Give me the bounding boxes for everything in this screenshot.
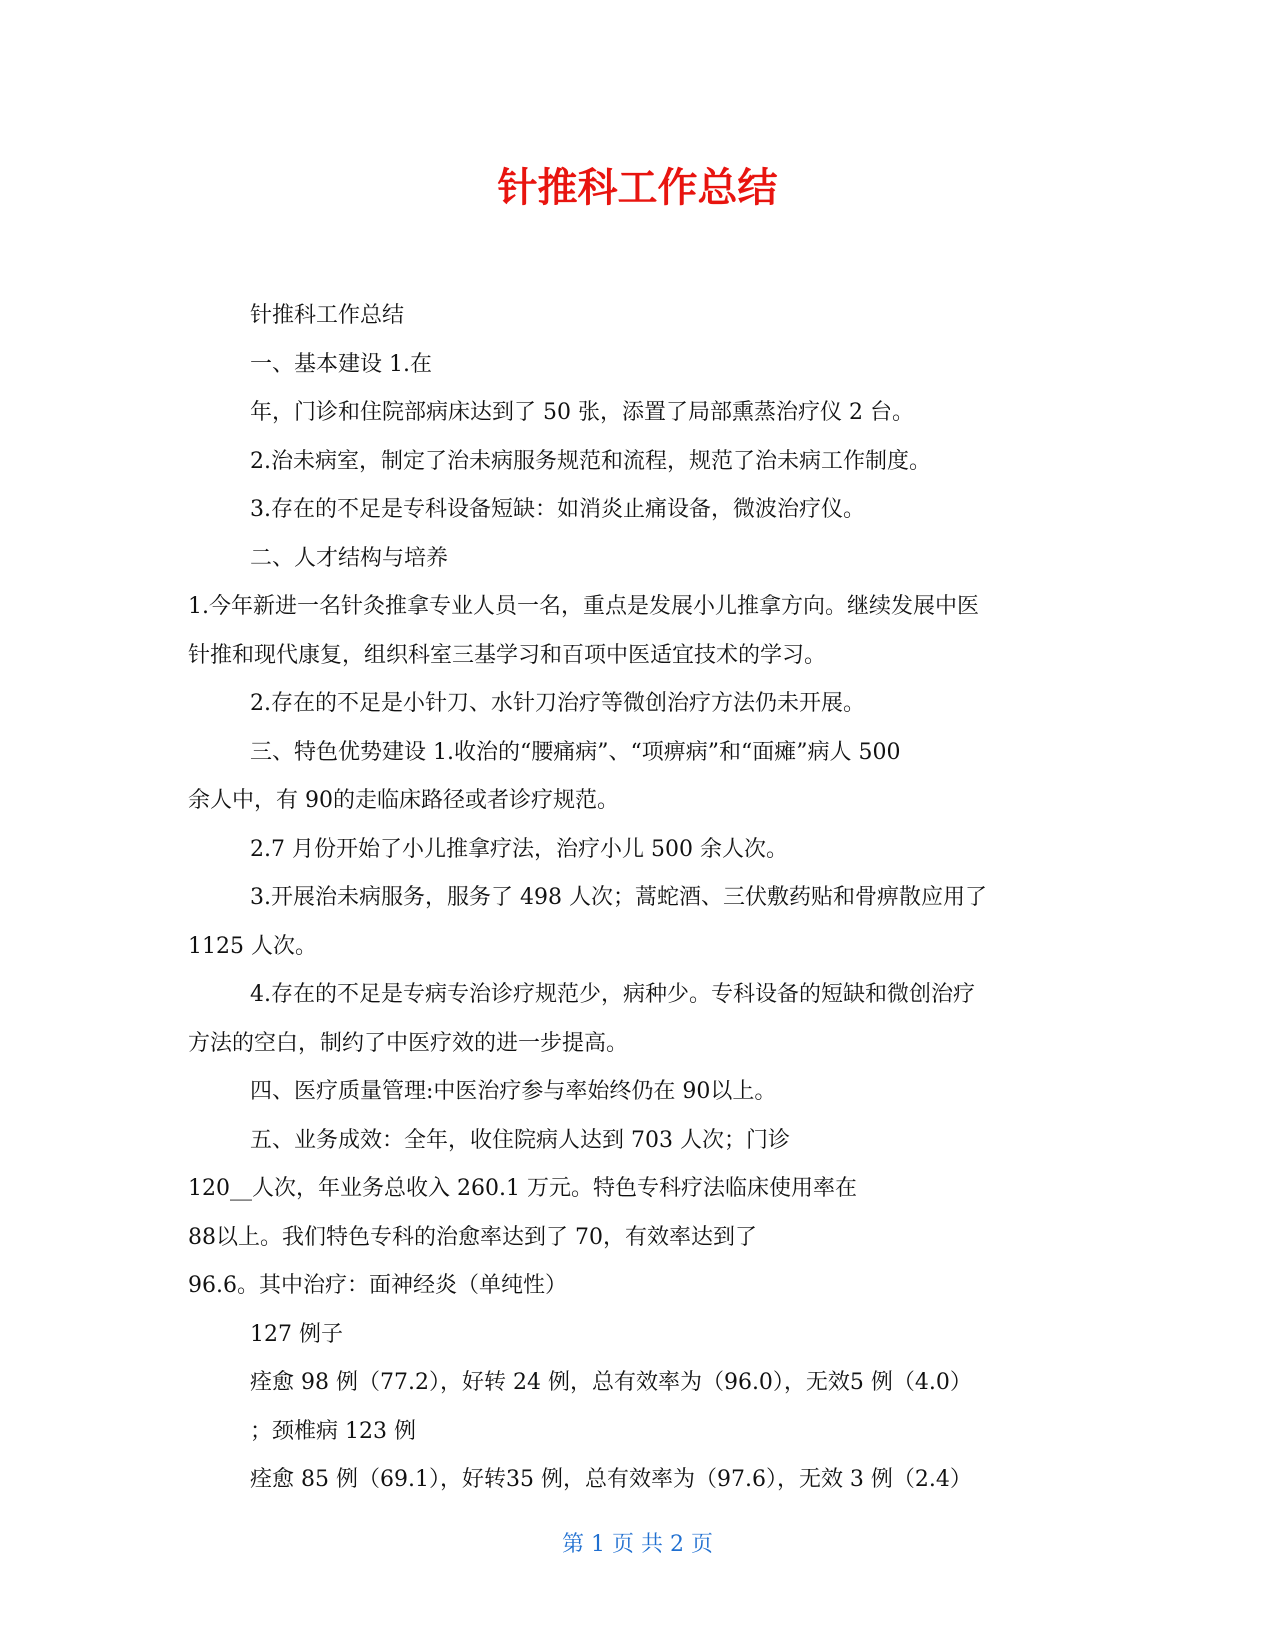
text-line: 2.7 月份开始了小儿推拿疗法，治疗小儿 500 余人次。: [250, 836, 788, 862]
text-line: 一、基本建设 1.在: [250, 351, 432, 377]
text-line: 120__人次，年业务总收入 260.1 万元。特色专科疗法临床使用率在: [188, 1176, 857, 1201]
text-line: 3.开展治未病服务，服务了 498 人次；蒿蛇酒、三伏敷药贴和骨痹散应用了: [250, 885, 987, 910]
text-line: 三、特色优势建设 1.收治的“腰痛病”、“项痹病”和“面瘫”病人 500: [250, 739, 901, 765]
page-footer: 第 1 页 共 2 页: [562, 1532, 713, 1557]
text-line: 1125 人次。: [188, 933, 317, 959]
page-title: 针推科工作总结: [497, 165, 778, 211]
text-line: 五、业务成效：全年，收住院病人达到 703 人次；门诊: [250, 1127, 790, 1153]
text-line: 127 例子: [250, 1321, 343, 1347]
text-line: 痊愈 98 例（77.2），好转 24 例，总有效率为（96.0），无效5 例（4.0）: [250, 1370, 972, 1395]
text-line: 年，门诊和住院部病床达到了 50 张，添置了局部熏蒸治疗仪 2 台。: [250, 400, 914, 425]
text-line: 方法的空白，制约了中医疗效的进一步提高。: [188, 1030, 629, 1056]
text-line: 96.6。其中治疗：面神经炎（单纯性）: [188, 1273, 567, 1298]
text-line: 4.存在的不足是专病专治诊疗规范少，病种少。专科设备的短缺和微创治疗: [250, 982, 975, 1007]
text-line: 88以上。我们特色专科的治愈率达到了 70，有效率达到了: [188, 1224, 757, 1250]
text-line: 二、人才结构与培养: [250, 545, 449, 571]
text-line: 余人中，有 90的走临床路径或者诊疗规范。: [188, 788, 619, 813]
text-line: 痊愈 85 例（69.1），好转35 例，总有效率为（97.6），无效 3 例（2.4）: [250, 1467, 972, 1492]
text-line: 针推科工作总结: [250, 303, 405, 328]
text-line: 2.存在的不足是小针刀、水针刀治疗等微创治疗方法仍未开展。: [250, 691, 865, 716]
text-line: ；颈椎病 123 例: [250, 1418, 416, 1444]
text-line: 2.治未病室，制定了治未病服务规范和流程，规范了治未病工作制度。: [250, 448, 931, 474]
text-line: 四、医疗质量管理:中医治疗参与率始终仍在 90以上。: [250, 1079, 777, 1104]
text-line: 3.存在的不足是专科设备短缺：如消炎止痛设备，微波治疗仪。: [250, 497, 865, 522]
text-line: 针推和现代康复，组织科室三基学习和百项中医适宜技术的学习。: [188, 642, 827, 668]
text-line: 1.今年新进一名针灸推拿专业人员一名，重点是发展小儿推拿方向。继续发展中医: [188, 594, 979, 619]
document-body: [188, 292, 1098, 1505]
